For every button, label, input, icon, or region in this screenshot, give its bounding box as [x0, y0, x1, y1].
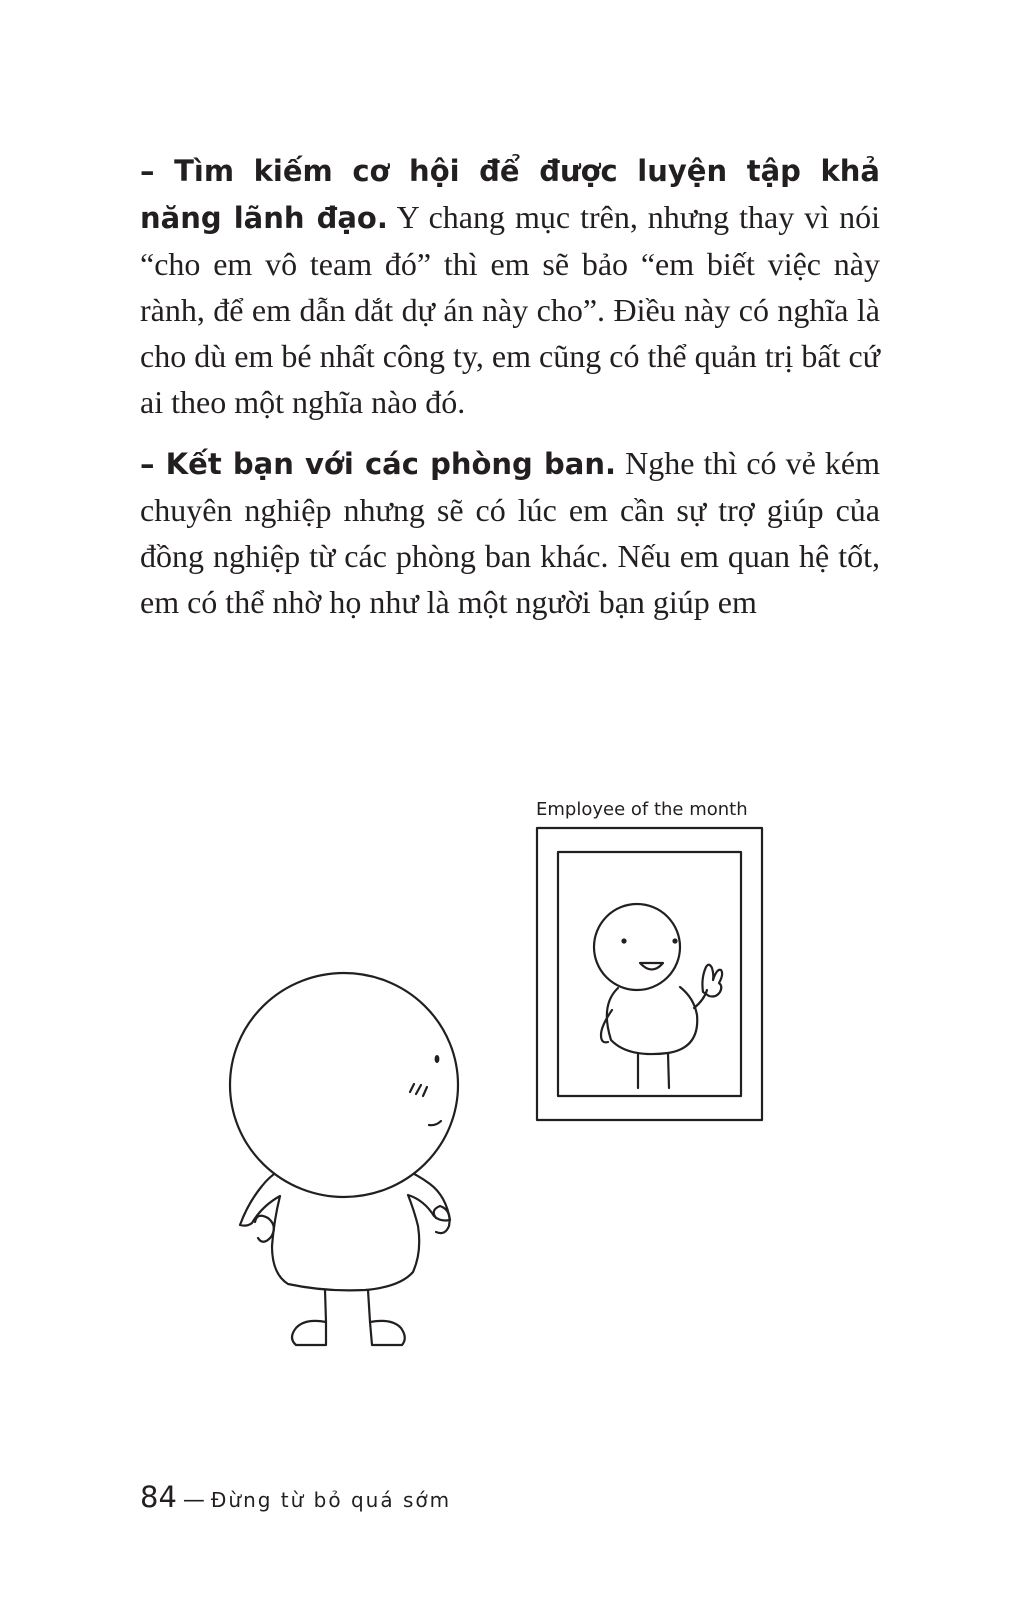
standing-person — [230, 973, 458, 1345]
paragraph-lead: – Tìm kiếm cơ hội để được luyện tập khả năng lãnh đạo. — [140, 154, 880, 235]
paragraph-lead: – Kết bạn với các phòng ban. — [140, 447, 616, 481]
page-number: 84 — [140, 1480, 177, 1514]
paragraph-leadership — [140, 147, 880, 425]
paragraph-friends — [140, 440, 880, 625]
cartoon-illustration — [0, 780, 1024, 1400]
employee-frame — [537, 828, 762, 1120]
book-title: Đừng từ bỏ quá sớm — [210, 1488, 452, 1512]
paragraph-body: Nghe thì có vẻ kém chuyên nghiệp nhưng sẽ có lúc em cần sự trợ giúp của đồng nghiệp từ các phòng ban khác. Nếu em quan hệ tốt, em có thể nhờ họ như là một người bạn giúp em — [140, 445, 881, 620]
page-footer — [140, 1480, 451, 1514]
footer-separator: — — [182, 1488, 205, 1513]
frame-caption: Employee of the month — [536, 799, 748, 820]
paragraph-body: Y chang mục trên, nhưng thay vì nói “cho em vô team đó” thì em sẽ bảo “em biết việc này rành, để em dẫn dắt dự án này cho”. Điều này có nghĩa là cho dù em bé nhất công ty, em cũng có thể quản trị bất cứ ai theo một nghĩa nào đó. — [140, 199, 881, 420]
